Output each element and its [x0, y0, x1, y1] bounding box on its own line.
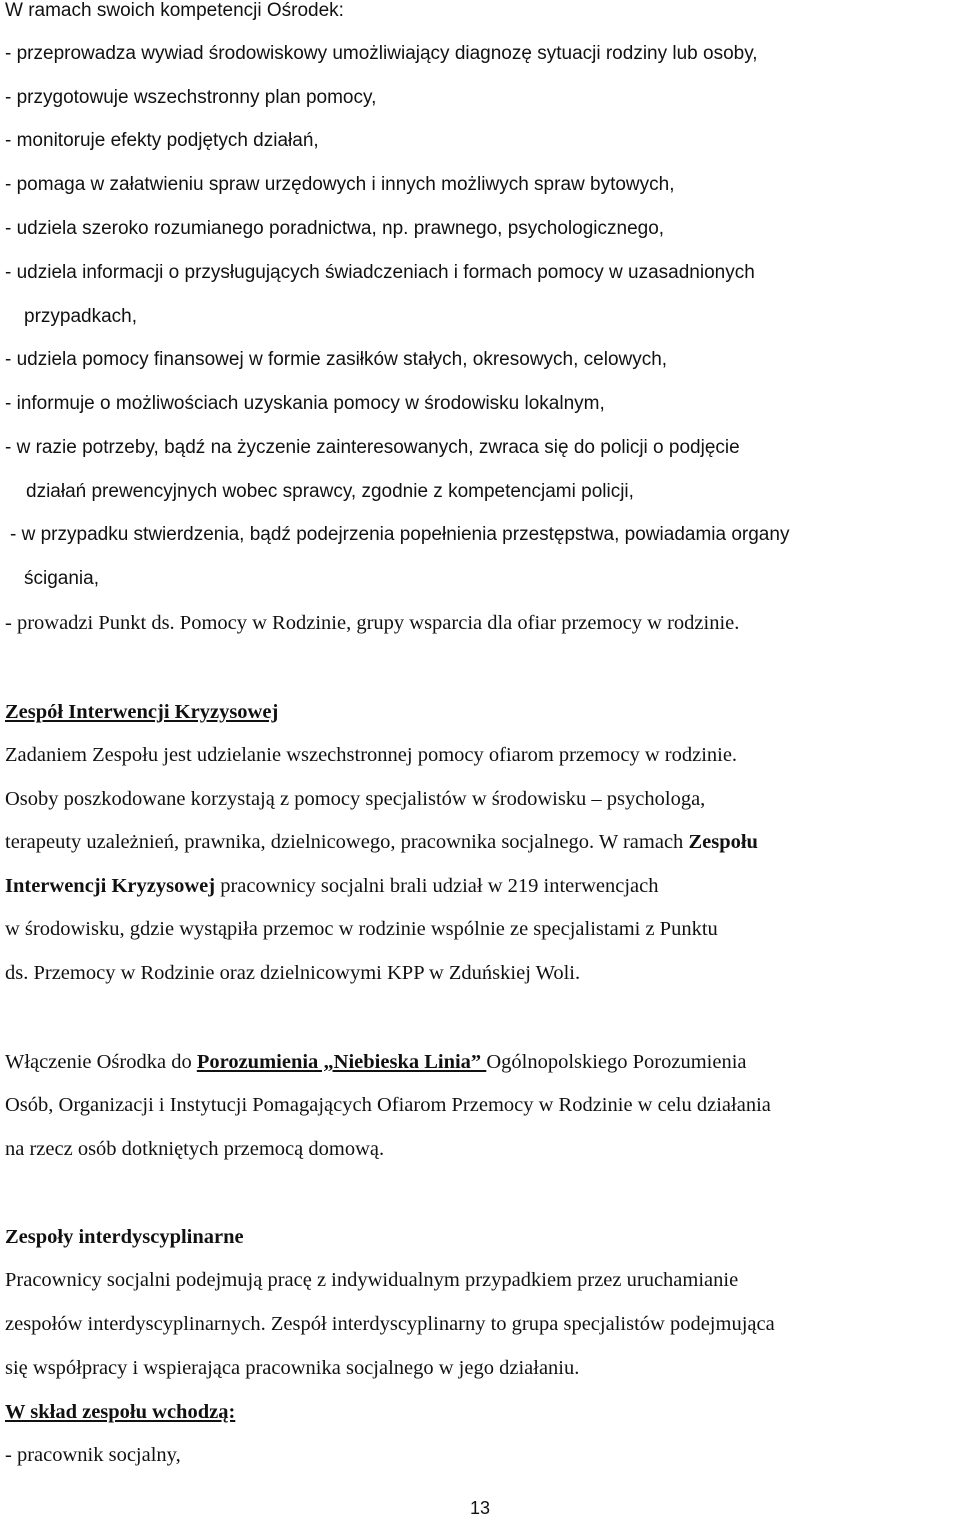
text-run: pracownicy socjalni brali udział w 219 interwencjach: [215, 875, 659, 897]
paragraph-line: się współpracy i wspierająca pracownika socjalnego w jego działaniu.: [5, 1357, 580, 1379]
members-heading: W skład zespołu wchodzą:: [5, 1401, 236, 1423]
paragraph-line: ds. Przemocy w Rodzinie oraz dzielnicowymi KPP w Zduńskiej Woli.: [5, 962, 581, 984]
list-item-continuation: ścigania,: [24, 568, 99, 589]
list-item: - przeprowadza wywiad środowiskowy umożliwiający diagnozę sytuacji rodziny lub osoby,: [5, 43, 758, 64]
list-item-continuation: przypadkach,: [24, 306, 138, 327]
list-item: - udziela informacji o przysługujących świadczeniach i formach pomocy w uzasadnionych: [5, 262, 755, 283]
paragraph-line: Pracownicy socjalni podejmują pracę z indywidualnym przypadkiem przez uruchamianie: [5, 1269, 739, 1291]
competences-intro: W ramach swoich kompetencji Ośrodek:: [5, 0, 344, 21]
paragraph-line: [5, 875, 659, 898]
list-item: - w razie potrzeby, bądź na życzenie zainteresowanych, zwraca się do policji o podjęcie: [5, 437, 740, 458]
text-run: Ogólnopolskiego Porozumienia: [486, 1051, 747, 1073]
list-item: - pomaga w załatwieniu spraw urzędowych i innych możliwych spraw bytowych,: [5, 174, 675, 195]
text-run: Włączenie Ośrodka do: [5, 1051, 197, 1073]
bold-text-run: Interwencji Kryzysowej: [5, 875, 216, 897]
list-item-continuation: działań prewencyjnych wobec sprawcy, zgodnie z kompetencjami policji,: [26, 481, 634, 502]
list-item: - udziela szeroko rozumianego poradnictwa, np. prawnego, psychologicznego,: [5, 218, 665, 239]
list-item: - monitoruje efekty podjętych działań,: [5, 130, 319, 151]
section-heading-interdisciplinary: Zespoły interdyscyplinarne: [5, 1226, 244, 1248]
page-number: 13: [469, 1498, 491, 1518]
paragraph-line: Osób, Organizacji i Instytucji Pomagających Ofiarom Przemocy w Rodzinie w celu działania: [5, 1094, 771, 1116]
paragraph-line: [5, 1051, 747, 1074]
paragraph-line: zespołów interdyscyplinarnych. Zespół interdyscyplinarny to grupa specjalistów podejmująca: [5, 1313, 775, 1335]
paragraph-line: Zadaniem Zespołu jest udzielanie wszechstronnej pomocy ofiarom przemocy w rodzinie.: [5, 744, 738, 766]
list-item: - pracownik socjalny,: [5, 1444, 181, 1466]
bold-text-run: Zespołu: [688, 831, 758, 853]
paragraph-line: Osoby poszkodowane korzystają z pomocy specjalistów w środowisku – psychologa,: [5, 788, 706, 810]
paragraph-line: na rzecz osób dotkniętych przemocą domową.: [5, 1138, 385, 1160]
section-heading-crisis-team: Zespół Interwencji Kryzysowej: [5, 701, 279, 723]
text-run: terapeuty uzależnień, prawnika, dzielnicowego, pracownika socjalnego. W ramach: [5, 831, 689, 853]
paragraph-line: [5, 831, 758, 854]
list-item: - prowadzi Punkt ds. Pomocy w Rodzinie, grupy wsparcia dla ofiar przemocy w rodzinie.: [5, 612, 740, 634]
paragraph-line: w środowisku, gdzie wystąpiła przemoc w rodzinie wspólnie ze specjalistami z Punktu: [5, 918, 718, 940]
bold-underlined-text-run: Porozumienia „Niebieska Linia”: [196, 1051, 487, 1073]
list-item: - przygotowuje wszechstronny plan pomocy,: [5, 87, 377, 108]
list-item: - w przypadku stwierdzenia, bądź podejrzenia popełnienia przestępstwa, powiadamia organy: [10, 524, 790, 545]
list-item: - udziela pomocy finansowej w formie zasiłków stałych, okresowych, celowych,: [5, 349, 668, 370]
list-item: - informuje o możliwościach uzyskania pomocy w środowisku lokalnym,: [5, 393, 605, 414]
